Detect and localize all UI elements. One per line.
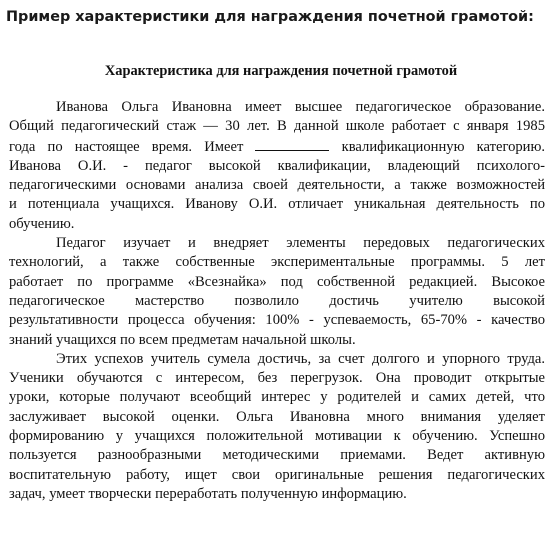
paragraph-line: воспитательную работу, ищет свои оригинальные решения педагогических	[9, 466, 545, 483]
paragraph-line: педагогическое мастерство позволило достичь учителю высокой	[9, 292, 545, 309]
paragraph-text: года по настоящее время. Имеет	[9, 138, 244, 155]
paragraph-3	[9, 350, 545, 504]
paragraph-line: формированию у учащихся положительной мотивации к обучению. Успешно	[9, 428, 545, 445]
paragraph-line: знаний учащихся по всем предметам начальной школы.	[9, 331, 356, 348]
paragraph-line: Педагог изучает и внедряет элементы передовых педагогических	[56, 235, 545, 252]
paragraph-line: пользуется разнообразными методическими приемами. Ведет активную	[9, 447, 545, 464]
paragraph-2	[9, 234, 545, 350]
paragraph-line: Общий педагогический стаж — 30 лет. В данной школе работает с января 1985	[9, 118, 545, 135]
paragraph-line: обучению.	[9, 215, 75, 232]
document-body	[9, 62, 545, 504]
paragraph-line	[9, 137, 545, 157]
paragraph-line: Иванова Ольга Ивановна имеет высшее педагогическое образование.	[56, 99, 545, 115]
document-title: Характеристика для награждения почетной грамотой	[104, 63, 458, 79]
paragraph-line: технологий, а также собственные экспериментальные программы. 5 лет	[9, 254, 545, 271]
paragraph-1	[9, 98, 545, 234]
blank-underline	[255, 137, 329, 151]
paragraph-line: Этих успехов учитель сумела достичь, за счет долгого и упорного труда.	[56, 350, 545, 367]
paragraph-line: результативности процесса обучения: 100% - успеваемость, 65-70% - качество	[9, 312, 545, 329]
paragraph-line: и потенциала учащихся. Иванову О.И. отличает уникальная деятельность по	[9, 196, 545, 213]
paragraph-text: квалификационную категорию.	[341, 138, 546, 155]
paragraph-line: Ученики обучаются с интересом, без перегрузок. Она проводит открытые	[9, 370, 545, 387]
paragraph-line: заслуживает высокой оценки. Ольга Ивановна много внимания уделяет	[9, 408, 545, 425]
paragraph-line: работает по программе «Всезнайка» под собственной редакцией. Высокое	[9, 273, 545, 290]
paragraph-line: задач, умеет творчески переработать полученную информацию.	[9, 485, 407, 502]
paragraph-line: уроки, которые получают всеобщий интерес у родителей и самих детей, что	[9, 389, 545, 406]
page-heading: Пример характеристики для награждения почетной грамотой:	[6, 9, 534, 25]
paragraph-line: педагогическими основами анализа своей деятельности, а также возможностей	[9, 177, 545, 194]
paragraph-line: Иванова О.И. - педагог высокой квалификации, владеющий психолого-	[9, 157, 545, 174]
